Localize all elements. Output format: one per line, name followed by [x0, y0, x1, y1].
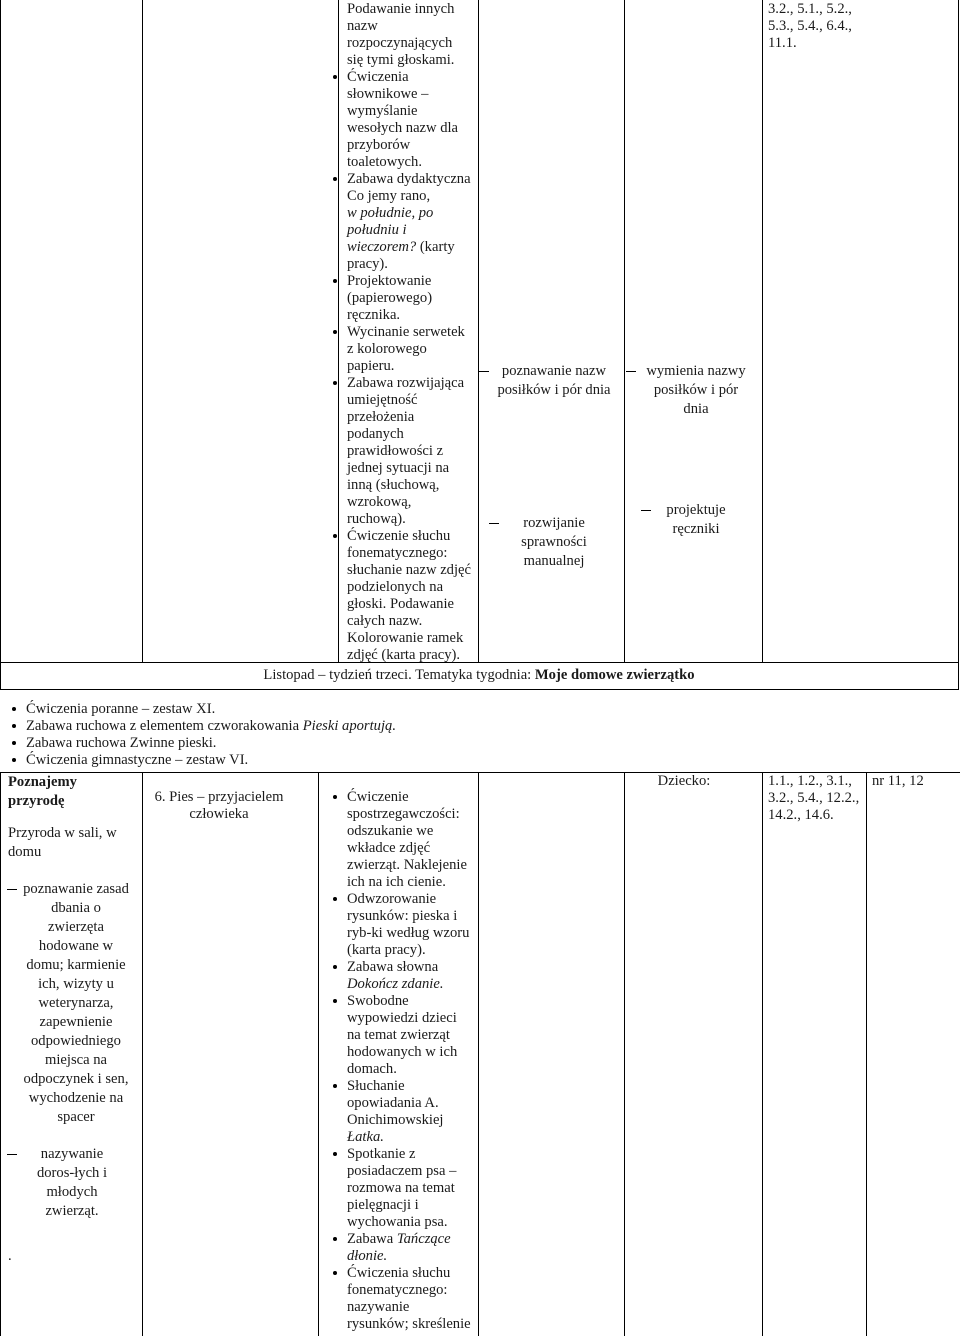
- day-topic: 6. Pies – przyjacielem człowieka: [154, 789, 284, 822]
- morning-item-text: Zabawa ruchowa z elementem czworakowania: [26, 718, 303, 734]
- morning-item-italic: Pieski aportują.: [302, 718, 396, 734]
- activity-item: Projektowanie (papierowego) ręcznika.: [347, 273, 477, 324]
- activity-item: Zabawa Tańczące dłonie.: [347, 1231, 473, 1265]
- activity-item: Zabawa rozwijająca umiejętność przełożenia podanych prawidłowości z jednej sytuacji na inną (słuchową, wzrokową, ruchową).: [347, 375, 477, 528]
- outcome-item: wymienia nazwy posiłków i pór dnia: [641, 362, 751, 419]
- area-item: poznawanie zasad dbania o zwierzęta hodowane w domu; karmienie ich, wizyty u weterynarza, zapewnienie odpowiedniego miejsca na odpoczynek i sen, wychodzenie na spacer: [23, 881, 129, 1125]
- grid-line: [624, 772, 625, 1336]
- morning-item-text: Zabawa ruchowa Zwinne pieski.: [26, 735, 217, 751]
- grid-line: [0, 689, 959, 690]
- area-dot: .: [8, 1248, 12, 1264]
- morning-activities: [26, 701, 726, 769]
- outcome-label: Dziecko:: [657, 773, 711, 789]
- week-header-prefix: Listopad – tydzień trzeci. Tematyka tygodnia:: [263, 667, 532, 683]
- activity-item: Podawanie innych nazw rozpoczynających się tymi głoskami.: [347, 1, 455, 68]
- activity-item: Spotkanie z posiadaczem psa – rozmowa na temat pielęgnacji i wychowania psa.: [347, 1146, 473, 1231]
- activity-item: Wycinanie serwetek z kolorowego papieru.: [347, 324, 477, 375]
- codes-column-1: 3.2., 5.1., 5.2., 5.3., 5.4., 6.4., 11.1.: [768, 1, 852, 51]
- grid-line: [0, 662, 959, 663]
- grid-line: [318, 772, 319, 1336]
- activity-item: Zabawa dydaktyczna Co jemy rano, w południe, po południu i wieczorem? (karty pracy).: [347, 171, 477, 273]
- grid-line: [478, 772, 479, 1336]
- grid-line: [958, 0, 959, 690]
- morning-item-text: Ćwiczenia gimnastyczne – zestaw VI.: [26, 752, 249, 768]
- outcome-item: projektuje ręczniki: [656, 501, 736, 539]
- morning-item: [26, 718, 726, 735]
- grid-line: [866, 772, 867, 1336]
- grid-line: [338, 0, 339, 662]
- area-subtitle: Przyroda w sali, w domu: [8, 825, 117, 860]
- week-header: [0, 667, 958, 684]
- activity-item: Swobodne wypowiedzi dzieci na temat zwierząt hodowanych w ich domach.: [347, 993, 473, 1078]
- activity-item: Ćwiczenie spostrzegawczości: odszukanie we wkładce zdjęć zwierząt. Naklejenie ich na ich cienie.: [347, 789, 473, 891]
- grid-line: [142, 772, 143, 1336]
- activity-item: Ćwiczenia słuchu fonematycznego: nazywanie rysunków; skreślenie: [347, 1265, 473, 1333]
- activity-item: Ćwiczenia słownikowe – wymyślanie wesołych nazw dla przyborów toaletowych.: [347, 69, 477, 171]
- activity-item: Ćwiczenie słuchu fonematycznego: słuchanie nazw zdjęć podzielonych na głoski. Podawanie całych nazw. Kolorowanie ramek zdjęć (karta pracy).: [347, 528, 477, 664]
- lesson-number: nr 11, 12: [872, 773, 924, 789]
- morning-item: [26, 752, 726, 769]
- outcomes-column-1: [636, 362, 756, 539]
- morning-item: [26, 701, 726, 718]
- goal-item: rozwijanie sprawności manualnej: [504, 514, 604, 571]
- activity-item: Słuchanie opowiadania A. Onichimowskiej Łatka.: [347, 1078, 473, 1146]
- goals-column-1: [490, 362, 618, 571]
- area-item: nazywanie doros-łych i młodych zwierząt.: [22, 1145, 122, 1221]
- area-column: [8, 773, 136, 1266]
- morning-item: [26, 735, 726, 752]
- codes-column-2: 1.1., 1.2., 3.1., 3.2., 5.4., 12.2., 14.2., 14.6.: [768, 773, 860, 823]
- grid-line: [142, 0, 143, 662]
- grid-line: [0, 0, 1, 690]
- activities-column-2: [347, 789, 473, 1333]
- grid-line: [762, 772, 763, 1336]
- activity-item: Odwzorowanie rysunków: pieska i ryb-ki według wzoru (karta pracy).: [347, 891, 473, 959]
- grid-line: [762, 0, 763, 662]
- grid-line: [624, 0, 625, 662]
- area-title: Poznajemy przyrodę: [8, 774, 77, 809]
- activities-column-1: [347, 1, 477, 664]
- grid-line: [478, 0, 479, 662]
- activity-item: Zabawa słowna Dokończ zdanie.: [347, 959, 473, 993]
- goal-item: poznawanie nazw posiłków i pór dnia: [494, 362, 614, 400]
- week-header-theme: Moje domowe zwierzątko: [534, 667, 695, 683]
- morning-item-text: Ćwiczenia poranne – zestaw XI.: [26, 701, 216, 717]
- grid-line: [0, 772, 1, 1336]
